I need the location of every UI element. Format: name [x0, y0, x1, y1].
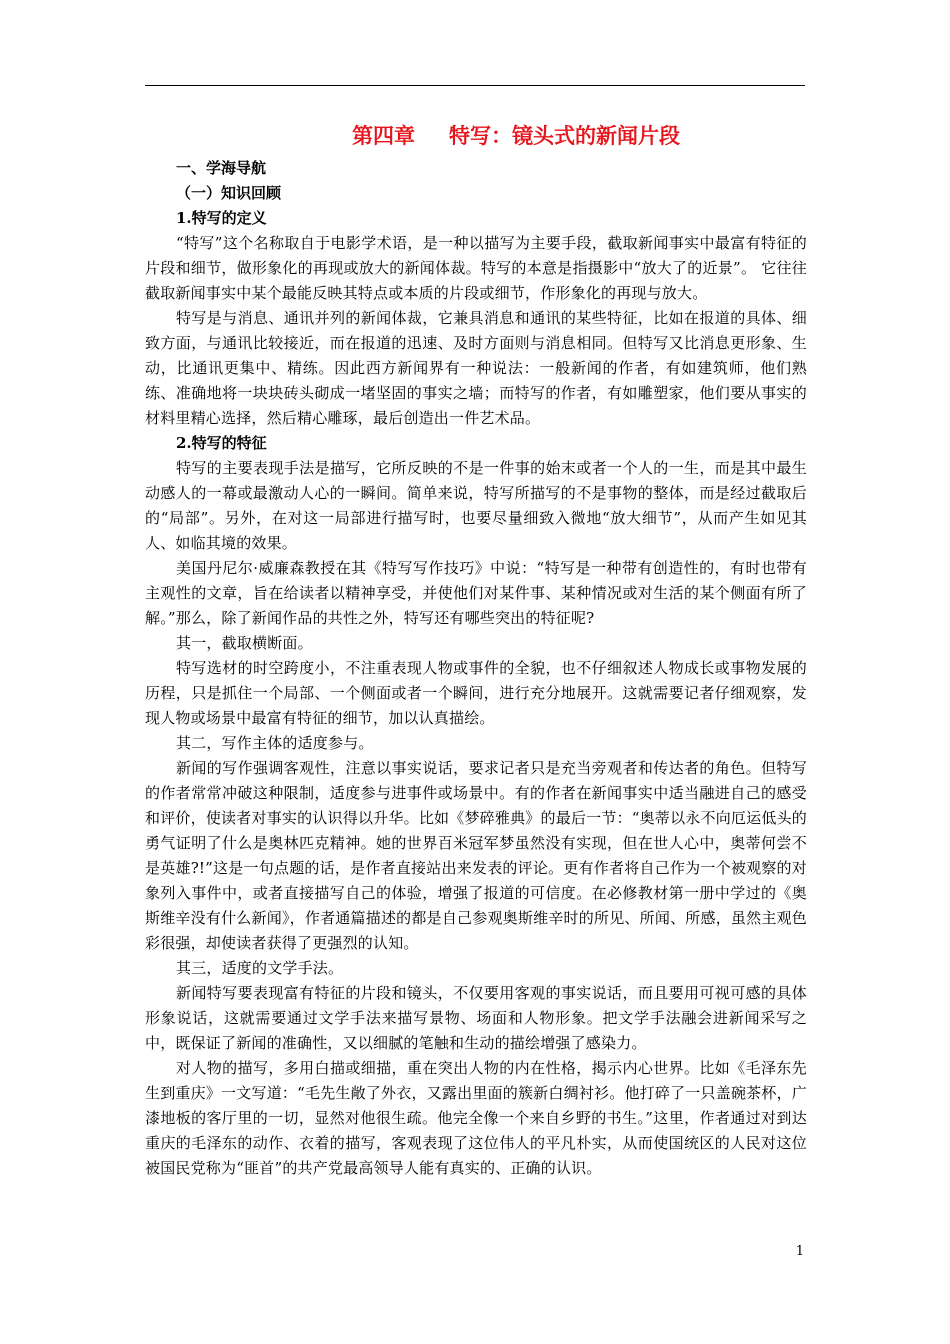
subsection-heading: （一）知识回顾 [176, 184, 282, 202]
paragraph: 特写是与消息、通讯并列的新闻体裁，它兼具消息和通讯的某些特征，比如在报道的具体、细致方面，与通讯比较接近，而在报道的迅速、及时方面则与消息相同。但特写又比消息更形象、生动，比通讯更集中、精练。因此西方新闻界有一种说法：一般新闻的作者，有如建筑师，他们熟练、准确地将一块块砖头砌成一堵坚固的事实之墙；而特写的作者，有如雕塑家，他们要从事实的材料里精心选择，然后精心雕琢，最后创造出一件艺术品。 [145, 309, 807, 427]
paragraph: 其一，截取横断面。 [176, 634, 313, 652]
paragraph: 特写选材的时空跨度小，不注重表现人物或事件的全貌，也不仔细叙述人物成长或事物发展的历程，只是抓住一个局部、一个侧面或者一个瞬间，进行充分地展开。这就需要记者仔细观察，发现人物或场景中最富有特征的细节，加以认真描绘。 [145, 659, 807, 727]
paragraph: 其二，写作主体的适度参与。 [176, 734, 374, 752]
paragraph: 其三，适度的文学手法。 [176, 959, 344, 977]
heading-features: 2.特写的特征 [176, 434, 267, 452]
title-chapter: 第四章 [352, 123, 415, 148]
paragraph: 新闻的写作强调客观性，注意以事实说话，要求记者只是充当旁观者和传达者的角色。但特写的作者常常冲破这种限制，适度参与进事件或场景中。有的作者在新闻事实中适当融进自己的感受和评价，使读者对事实的认识得以升华。比如《梦碎雅典》的最后一节：“奥蒂以永不向厄运低头的勇气证明了什么是奥林匹克精神。她的世界百米冠军梦虽然没有实现，但在世人心中，奥蒂何尝不是英雄?!”这是一句点题的话，是作者直接站出来发表的评论。更有作者将自己作为一个被观察的对象列入事件中，或者直接描写自己的体验，增强了报道的可信度。在必修教材第一册中学过的《奥斯维辛没有什么新闻》，作者通篇描述的都是自己参观奥斯维辛时的所见、所闻、所感，虽然主观色彩很强，却使读者获得了更强烈的认知。 [145, 759, 807, 952]
title-text: 特写：镜头式的新闻片段 [449, 123, 680, 148]
paragraph: 特写的主要表现手法是描写，它所反映的不是一件事的始末或者一个人的一生，而是其中最生动感人的一幕或最激动人心的一瞬间。简单来说，特写所描写的不是事物的整体，而是经过截取后的“局部”。另外，在对这一局部进行描写时，也要尽量细致入微地“放大细节”，从而产生如见其人、如临其境的效果。 [145, 459, 807, 552]
page-title [145, 118, 807, 154]
paragraph: 新闻特写要表现富有特征的片段和镜头，不仅要用客观的事实说话，而且要用可视可感的具体形象说话，这就需要通过文学手法来描写景物、场面和人物形象。把文学手法融会进新闻采写之中，既保证了新闻的准确性，又以细腻的笔触和生动的描绘增强了感染力。 [145, 984, 807, 1052]
document-body [145, 118, 807, 1181]
page-number: 1 [795, 1244, 804, 1259]
section-heading: 一、学海导航 [176, 159, 267, 177]
heading-definition: 1.特写的定义 [176, 209, 267, 227]
paragraph: “特写”这个名称取自于电影学术语，是一种以描写为主要手段，截取新闻事实中最富有特征的片段和细节，做形象化的再现或放大的新闻体裁。特写的本意是指摄影中“放大了的近景”。 它往往截取新闻事实中某个最能反映其特点或本质的片段或细节，作形象化的再现与放大。 [145, 234, 807, 302]
header-rule [145, 85, 805, 86]
paragraph: 美国丹尼尔·威廉森教授在其《特写写作技巧》中说：“特写是一种带有创造性的，有时也带有主观性的文章，旨在给读者以精神享受，并使他们对某件事、某种情况或对生活的某个侧面有所了解。”那么，除了新闻作品的共性之外，特写还有哪些突出的特征呢? [145, 559, 807, 627]
paragraph: 对人物的描写，多用白描或细描，重在突出人物的内在性格，揭示内心世界。比如《毛泽东先生到重庆》一文写道：“毛先生敞了外衣，又露出里面的簇新白绸衬衫。他打碎了一只盖碗茶杯，广漆地板的客厅里的一切，显然对他很生疏。他完全像一个来自乡野的书生。”这里，作者通过对到达重庆的毛泽东的动作、衣着的描写，客观表现了这位伟人的平凡朴实，从而使国统区的人民对这位被国民党称为“匪首”的共产党最高领导人能有真实的、正确的认识。 [145, 1059, 807, 1177]
